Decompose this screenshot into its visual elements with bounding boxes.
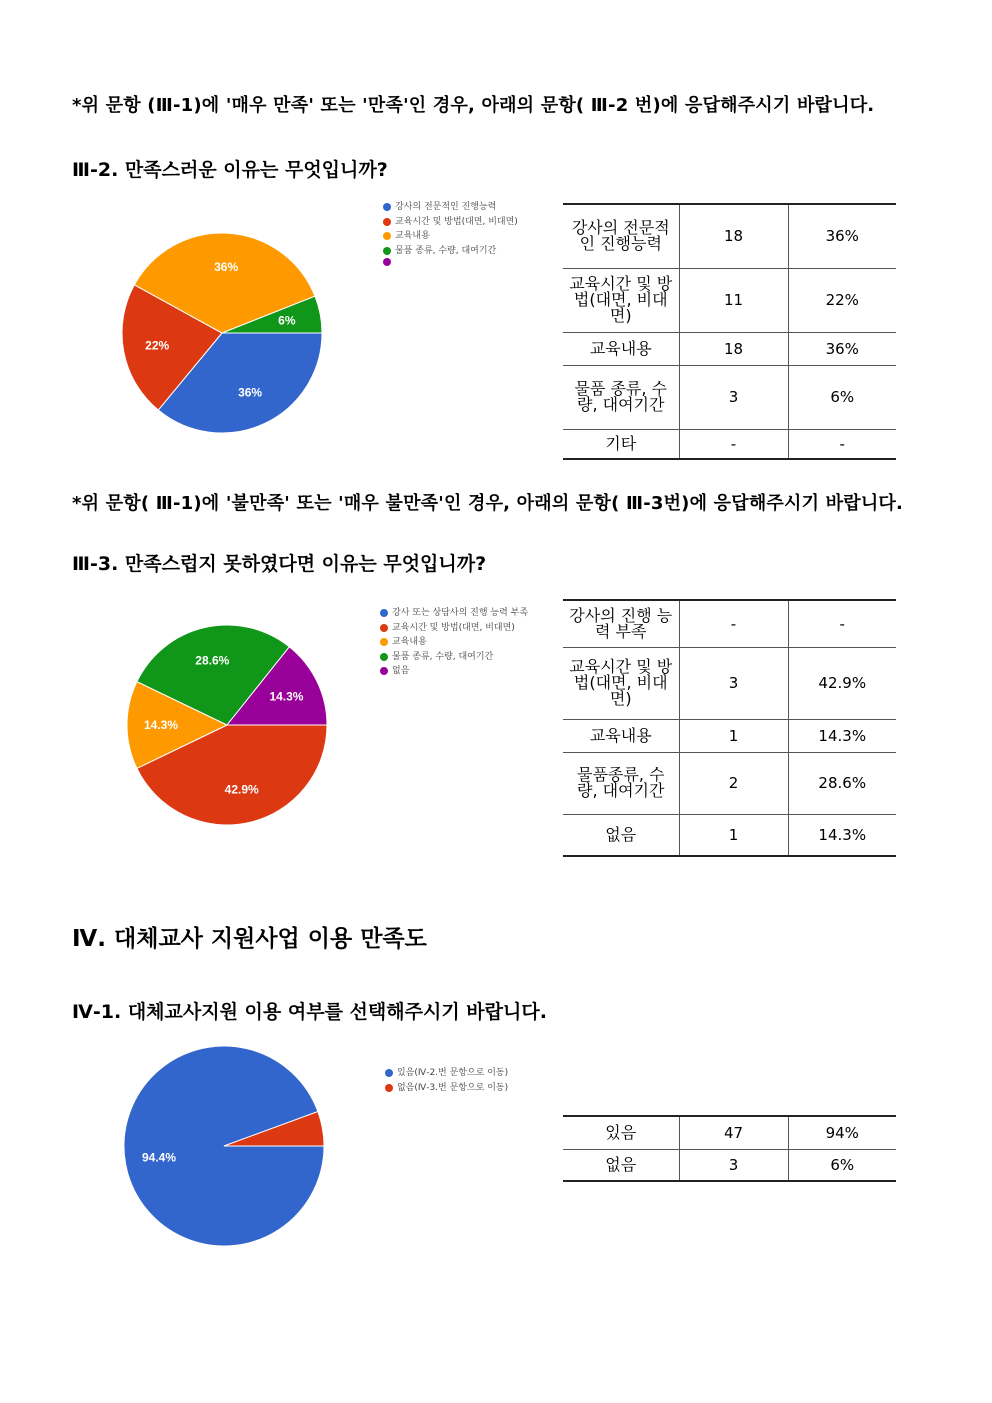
- legend-dot-icon: [385, 1084, 393, 1092]
- legend-item: 물품 종류, 수량, 대여기간: [380, 650, 528, 665]
- pie-slice-label: 36%: [214, 260, 239, 275]
- legend-item: 교육내용: [383, 229, 518, 244]
- legend-item: 교육시간 및 방법(대면, 비대면): [383, 215, 518, 230]
- pie-slice-label: 14.3%: [269, 689, 304, 704]
- question-title-3-2: Ⅲ-2. 만족스러운 이유는 무엇입니까?: [72, 159, 388, 181]
- table-row: 강사의 전문적인 진행능력 18 36%: [563, 204, 896, 268]
- table-3-3: [563, 599, 896, 857]
- pie-chart-3-3: [117, 620, 337, 830]
- legend-3-3: [380, 606, 528, 679]
- legend-item: 강사 또는 상담사의 진행 능력 부족: [380, 606, 528, 621]
- legend-item: 있음(Ⅳ-2.번 문항으로 이동): [385, 1066, 508, 1081]
- pie-slice-label: 42.9%: [224, 782, 259, 797]
- table-row: 교육시간 및 방법(대면, 비대면) 11 22%: [563, 268, 896, 332]
- pie-slice-label: 94.4%: [142, 1150, 177, 1165]
- table-row: 없음 3 6%: [563, 1149, 896, 1181]
- table-row: 강사의 진행 능력 부족 - -: [563, 600, 896, 647]
- legend-dot-icon: [380, 609, 388, 617]
- instruction-note-1: *위 문항 (Ⅲ-1)에 '매우 만족' 또는 '만족'인 경우, 아래의 문항( Ⅲ-2 번)에 응답해주시기 바랍니다.: [72, 95, 875, 116]
- table-row: 교육내용 1 14.3%: [563, 719, 896, 752]
- pie-chart-3-2: [112, 228, 332, 438]
- table-row: 물품종류, 수량, 대여기간 2 28.6%: [563, 752, 896, 814]
- instruction-note-2: *위 문항( Ⅲ-1)에 '불만족' 또는 '매우 불만족'인 경우, 아래의 문항( Ⅲ-3번)에 응답해주시기 바랍니다.: [72, 493, 904, 514]
- table-row: 없음 1 14.3%: [563, 814, 896, 856]
- table-row: 교육내용 18 36%: [563, 332, 896, 365]
- legend-dot-icon: [380, 653, 388, 661]
- table-row: 기타 - -: [563, 429, 896, 459]
- pie-slice-label: 6%: [278, 313, 296, 328]
- table-row: 교육시간 및 방법(대면, 비대면) 3 42.9%: [563, 647, 896, 719]
- legend-dot-icon: [383, 258, 391, 266]
- legend-item: [383, 258, 518, 266]
- legend-dot-icon: [380, 638, 388, 646]
- legend-item: 없음: [380, 664, 528, 679]
- legend-dot-icon: [380, 624, 388, 632]
- table-4-1: [563, 1115, 896, 1182]
- legend-item: 교육내용: [380, 635, 528, 650]
- legend-item: 강사의 전문적인 진행능력: [383, 200, 518, 215]
- legend-dot-icon: [383, 232, 391, 240]
- legend-item: 없음(Ⅳ-3.번 문항으로 이동): [385, 1081, 508, 1096]
- pie-slice-label: 22%: [145, 338, 170, 353]
- table-row: 물품 종류, 수량, 대여기간 3 6%: [563, 365, 896, 429]
- pie-chart-4-1: [114, 1041, 334, 1251]
- legend-3-2: [383, 200, 518, 266]
- pie-slice-label: 14.3%: [143, 718, 179, 732]
- table-row: 있음 47 94%: [563, 1116, 896, 1149]
- legend-dot-icon: [385, 1069, 393, 1077]
- legend-4-1: [385, 1066, 508, 1095]
- pie-slice-label: 36%: [238, 385, 263, 400]
- legend-dot-icon: [380, 667, 388, 675]
- legend-item: 교육시간 및 방법(대면, 비대면): [380, 621, 528, 636]
- question-title-3-3: Ⅲ-3. 만족스럽지 못하였다면 이유는 무엇입니까?: [72, 553, 487, 575]
- legend-dot-icon: [383, 203, 391, 211]
- legend-dot-icon: [383, 247, 391, 255]
- pie-slice-label: 28.6%: [195, 653, 230, 668]
- question-title-4-1: Ⅳ-1. 대체교사지원 이용 여부를 선택해주시기 바랍니다.: [72, 1001, 547, 1023]
- legend-dot-icon: [383, 218, 391, 226]
- legend-item: 물품 종류, 수량, 대여기간: [383, 244, 518, 259]
- section-title-4: Ⅳ. 대체교사 지원사업 이용 만족도: [72, 926, 427, 952]
- table-3-2: [563, 203, 896, 460]
